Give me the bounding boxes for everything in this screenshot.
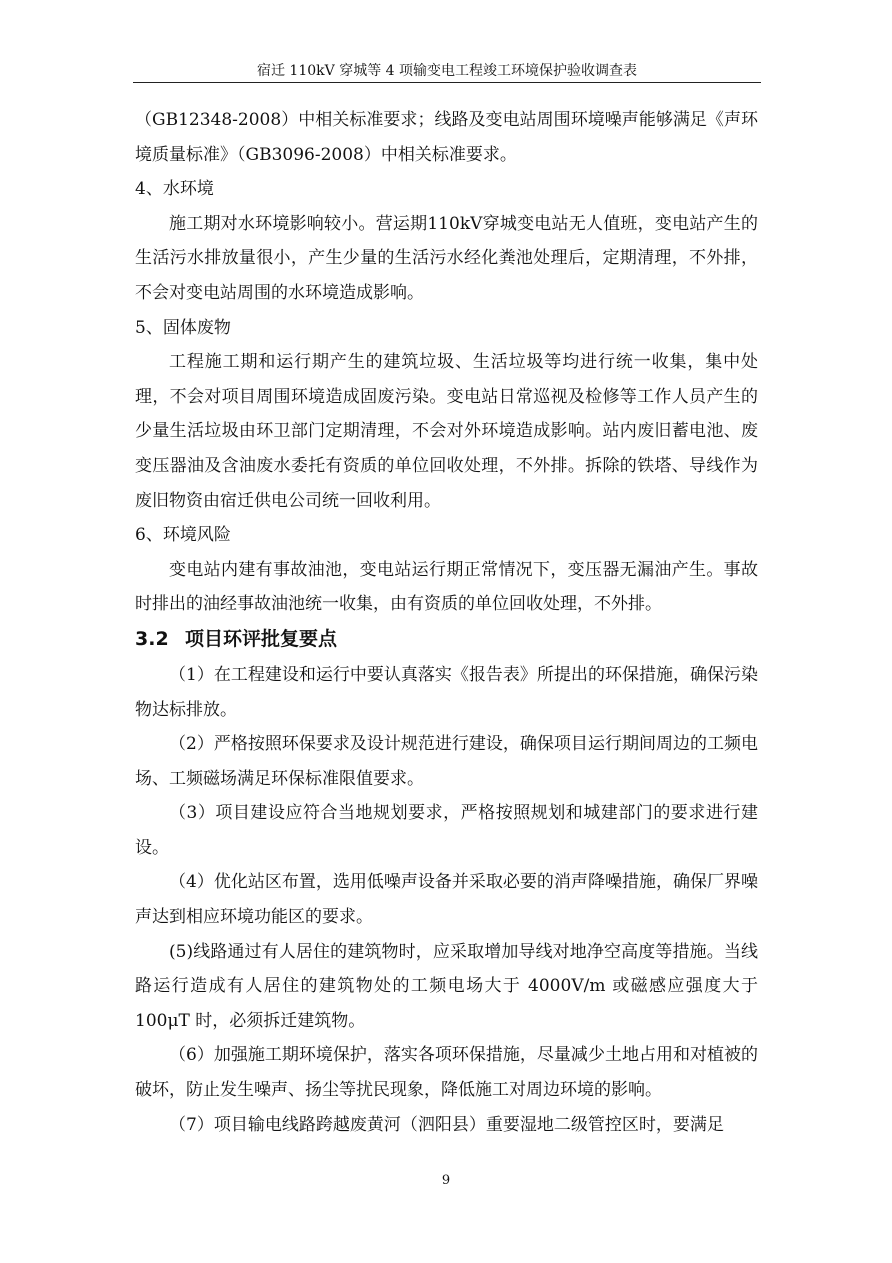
paragraph-environmental-risk: 变电站内建有事故油池，变电站运行期正常情况下，变压器无漏油产生。事故时排出的油经事故油池统一收集，由有资质的单位回收处理，不外排。 <box>135 559 758 615</box>
subheading-environmental-risk: 6、环境风险 <box>135 525 231 546</box>
section-title: 项目环评批复要点 <box>185 627 338 650</box>
subheading-solid-waste: 5、固体废物 <box>135 317 231 338</box>
running-header: 宿迁 110kV 穿城等 4 项输变电工程竣工环境保护验收调查表 <box>256 63 638 79</box>
list-item: （7）项目输电线路跨越废黄河（泗阳县）重要湿地二级管控区时，要满足 <box>169 1114 724 1135</box>
intro-paragraph: （GB12348-2008）中相关标准要求；线路及变电站周围环境噪声能够满足《声环境质量标准》（GB3096-2008）中相关标准要求。 <box>135 110 758 165</box>
page-number: 9 <box>441 1173 451 1188</box>
list-item: （2）严格按照环保要求及设计规范进行建设，确保项目运行期间周边的工频电场、工频磁场满足环保标准限值要求。 <box>135 734 758 789</box>
subheading-water-environment: 4、水环境 <box>135 179 214 200</box>
header-divider <box>133 82 761 83</box>
section-heading-3-2 <box>135 624 758 654</box>
section-number: 3.2 <box>135 627 169 650</box>
list-item: （4）优化站区布置，选用低噪声设备并采取必要的消声降噪措施，确保厂界噪声达到相应环境功能区的要求。 <box>135 872 758 928</box>
paragraph-solid-waste: 工程施工期和运行期产生的建筑垃圾、生活垃圾等均进行统一收集，集中处理，不会对项目周围环境造成固废污染。变电站日常巡视及检修等工作人员产生的少量生活垃圾由环卫部门定期清理，不会对外环境造成影响。站内废旧蓄电池、废变压器油及含油废水委托有资质的单位回收处理，不外排。拆除的铁塔、导线作为废旧物资由宿迁供电公司统一回收利用。 <box>135 352 758 511</box>
document-body <box>135 103 758 1142</box>
paragraph-water-environment: 施工期对水环境影响较小。营运期110kV穿城变电站无人值班，变电站产生的生活污水排放量很小，产生少量的生活污水经化粪池处理后，定期清理，不外排，不会对变电站周围的水环境造成影响。 <box>135 213 758 303</box>
list-item: (5)线路通过有人居住的建筑物时，应采取增加导线对地净空高度等措施。当线路运行造成有人居住的建筑物处的工频电场大于 4000V/m 或磁感应强度大于 100μT 时，必须拆迁建筑物。 <box>135 941 758 1031</box>
list-item: （6）加强施工期环境保护，落实各项环保措施，尽量减少土地占用和对植被的破坏，防止发生噪声、扬尘等扰民现象，降低施工对周边环境的影响。 <box>135 1045 758 1101</box>
list-item: （3）项目建设应符合当地规划要求，严格按照规划和城建部门的要求进行建设。 <box>135 803 758 858</box>
list-item: （1）在工程建设和运行中要认真落实《报告表》所提出的环保措施，确保污染物达标排放。 <box>135 664 758 720</box>
